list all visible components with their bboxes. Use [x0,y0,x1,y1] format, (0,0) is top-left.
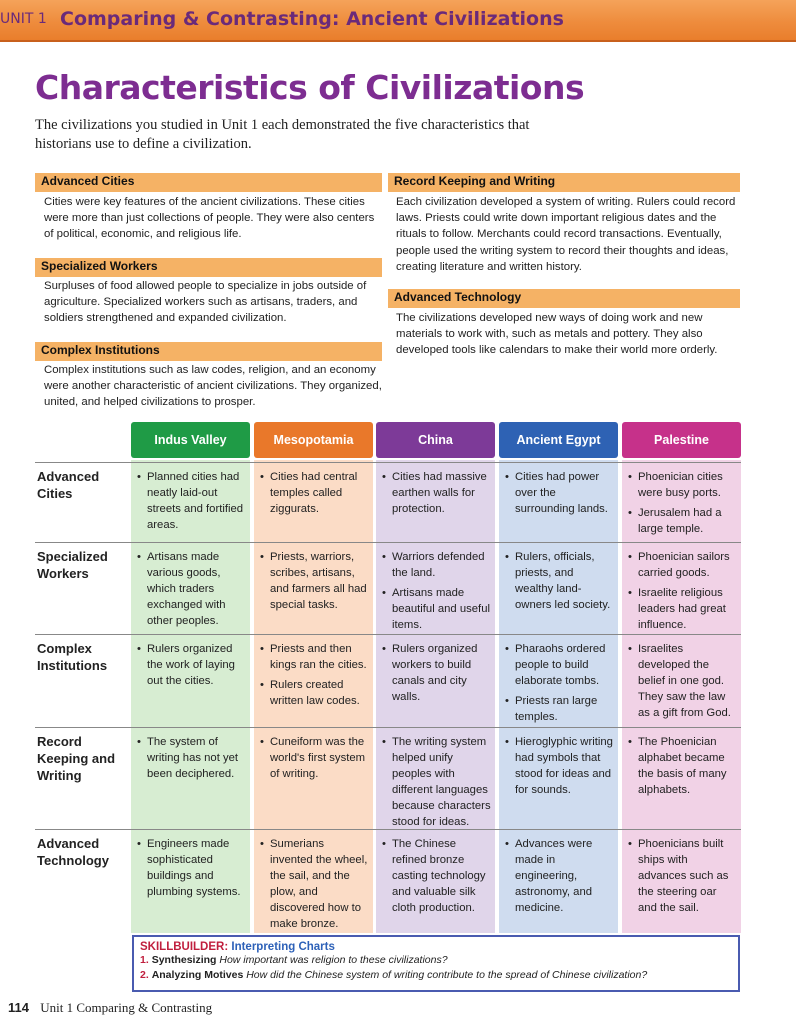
row-label-advanced-cities: Advanced Cities [37,469,100,501]
section-body-record-keeping: Each civilization developed a system of writing. Rulers could record laws. Priests could write down important religious dates and the rituals to follow. Merchants could record transactions. Eventually, people used the writing system to record their thoughts and ideas, creating literature and written history. [396,196,736,273]
bullet-item: • Jerusalem had a large temple. [628,505,737,537]
bullet-item: • The system of writing has not yet been deciphered. [137,734,246,782]
intro-paragraph: The civilizations you studied in Unit 1 each demonstrated the five characteristics that historians use to define a civilization. [35,117,530,152]
table-cell [505,734,614,802]
table-cell [260,641,369,713]
table-cell [628,836,737,920]
row-label-advanced-technology: Advanced Technology [37,836,109,868]
bullet-item: • Priests and then kings ran the cities. [260,641,369,673]
bullet-item: • Hieroglyphic writing had symbols that stood for ideas and for sounds. [505,734,614,798]
bullet-item: • Cuneiform was the world's first system of writing. [260,734,369,782]
table-cell [505,641,614,729]
section-body-advanced-cities: Cities were key features of the ancient civilizations. These cities were more than just collections of people. They were also centers of political, economic, and religious life. [44,196,375,241]
table-cell [628,641,737,725]
bullet-item: • Israelites developed the belief in one god. They saw the law as a gift from God. [628,641,737,721]
column-header-indus-valley: Indus Valley [131,422,250,458]
page-number: 114 [8,1000,29,1015]
bullet-item: • Rulers organized workers to build canals and city walls. [382,641,491,705]
table-cell [382,836,491,920]
footer-text: Unit 1 Comparing & Contrasting [40,1000,213,1015]
table-cell [260,734,369,786]
bullet-item: • Planned cities had neatly laid-out streets and fortified areas. [137,469,246,533]
bullet-item: • The Chinese refined bronze casting technology and valuable silk cloth production. [382,836,491,916]
section-heading-advanced-technology: Advanced Technology [388,289,740,308]
bullet-item: • Cities had massive earthen walls for protection. [382,469,491,517]
table-cell [137,836,246,904]
row-divider [35,542,741,543]
question-label: Synthesizing [151,954,217,966]
row-label-record-keeping-and-writing: Record Keeping and Writing [37,734,116,783]
section-heading-specialized-workers: Specialized Workers [35,258,382,277]
skillbuilder-question [140,968,732,983]
row-label-complex-institutions: Complex Institutions [37,641,108,673]
bullet-item: • Artisans made beautiful and useful items. [382,585,491,633]
table-cell [505,549,614,617]
table-cell [260,549,369,617]
bullet-item: • Pharaohs ordered people to build elaborate tombs. [505,641,614,689]
unit-title: Comparing & Contrasting: Ancient Civilizations [60,8,564,30]
bullet-item: • Engineers made sophisticated buildings and plumbing systems. [137,836,246,900]
unit-label: UNIT 1 [0,11,47,27]
table-cell [260,836,369,936]
column-header-china: China [376,422,495,458]
page-title: Characteristics of Civilizations [35,68,585,107]
table-cell [382,469,491,521]
row-divider [35,829,741,830]
bullet-item: • Israelite religious leaders had great influence. [628,585,737,633]
table-cell [137,469,246,537]
bullet-item: • Artisans made various goods, which traders exchanged with other peoples. [137,549,246,629]
skillbuilder-title: Interpreting Charts [231,941,335,953]
question-number: 2. [140,969,149,981]
column-header-mesopotamia: Mesopotamia [254,422,373,458]
column-header-ancient-egypt: Ancient Egypt [499,422,618,458]
bullet-item: • Warriors defended the land. [382,549,491,581]
table-cell [137,641,246,693]
section-heading-complex-institutions: Complex Institutions [35,342,382,361]
row-label-specialized-workers: Specialized Workers [37,549,108,581]
section-body-complex-institutions: Complex institutions such as law codes, religion, and an economy were another characteristic of ancient civilizations. They organized, united, and helped civilizations to prosper. [44,364,382,409]
table-cell [505,469,614,521]
section-body-advanced-technology: The civilizations developed new ways of doing work and new materials to work with, such as metals and pottery. They also developed tools like calendars to make their world more orderly. [396,312,718,357]
column-header-palestine: Palestine [622,422,741,458]
bullet-item: • Sumerians invented the wheel, the sail, and the plow, and discovered how to make bronze. [260,836,369,932]
unit-banner [0,0,796,42]
skillbuilder-question [140,953,732,968]
bullet-item: • Phoenicians built ships with advances such as the steering oar and the sail. [628,836,737,916]
table-cell [628,469,737,541]
table-cell [382,549,491,637]
question-label: Analyzing Motives [151,969,244,981]
section-heading-advanced-cities: Advanced Cities [35,173,382,192]
bullet-item: • Cities had central temples called ziggurats. [260,469,369,517]
bullet-item: • Phoenician sailors carried goods. [628,549,737,581]
bullet-item: • The writing system helped unify peoples with different languages because characters stood for ideas. [382,734,491,830]
table-cell [382,734,491,834]
section-body-specialized-workers: Surpluses of food allowed people to specialize in jobs outside of agriculture. Specialized workers such as artisans, traders, and soldiers strengthened and expanded civilization. [44,280,367,325]
skillbuilder-heading [140,941,732,953]
row-divider [35,634,741,635]
bullet-item: • Priests ran large temples. [505,693,614,725]
bullet-item: • Cities had power over the surrounding lands. [505,469,614,517]
question-text: How did the Chinese system of writing contribute to the spread of Chinese civilization? [246,969,648,981]
table-cell [382,641,491,709]
bullet-item: • Phoenician cities were busy ports. [628,469,737,501]
bullet-item: • The Phoenician alphabet became the basis of many alphabets. [628,734,737,798]
question-text: How important was religion to these civilizations? [219,954,448,966]
table-cell [260,469,369,521]
row-divider [35,727,741,728]
bullet-item: • Rulers organized the work of laying out the cities. [137,641,246,689]
page-footer [8,1000,212,1016]
section-heading-record-keeping: Record Keeping and Writing [388,173,740,192]
skillbuilder-prefix: SKILLBUILDER: [140,941,229,953]
skillbuilder-box [132,935,740,992]
bullet-item: • Advances were made in engineering, astronomy, and medicine. [505,836,614,916]
question-number: 1. [140,954,149,966]
row-divider [35,462,741,463]
bullet-item: • Rulers, officials, priests, and wealthy land-owners led society. [505,549,614,613]
bullet-item: • Priests, warriors, scribes, artisans, and farmers all had special tasks. [260,549,369,613]
table-cell [505,836,614,920]
table-cell [137,549,246,633]
table-cell [137,734,246,786]
table-cell [628,549,737,637]
table-cell [628,734,737,802]
bullet-item: • Rulers created written law codes. [260,677,369,709]
